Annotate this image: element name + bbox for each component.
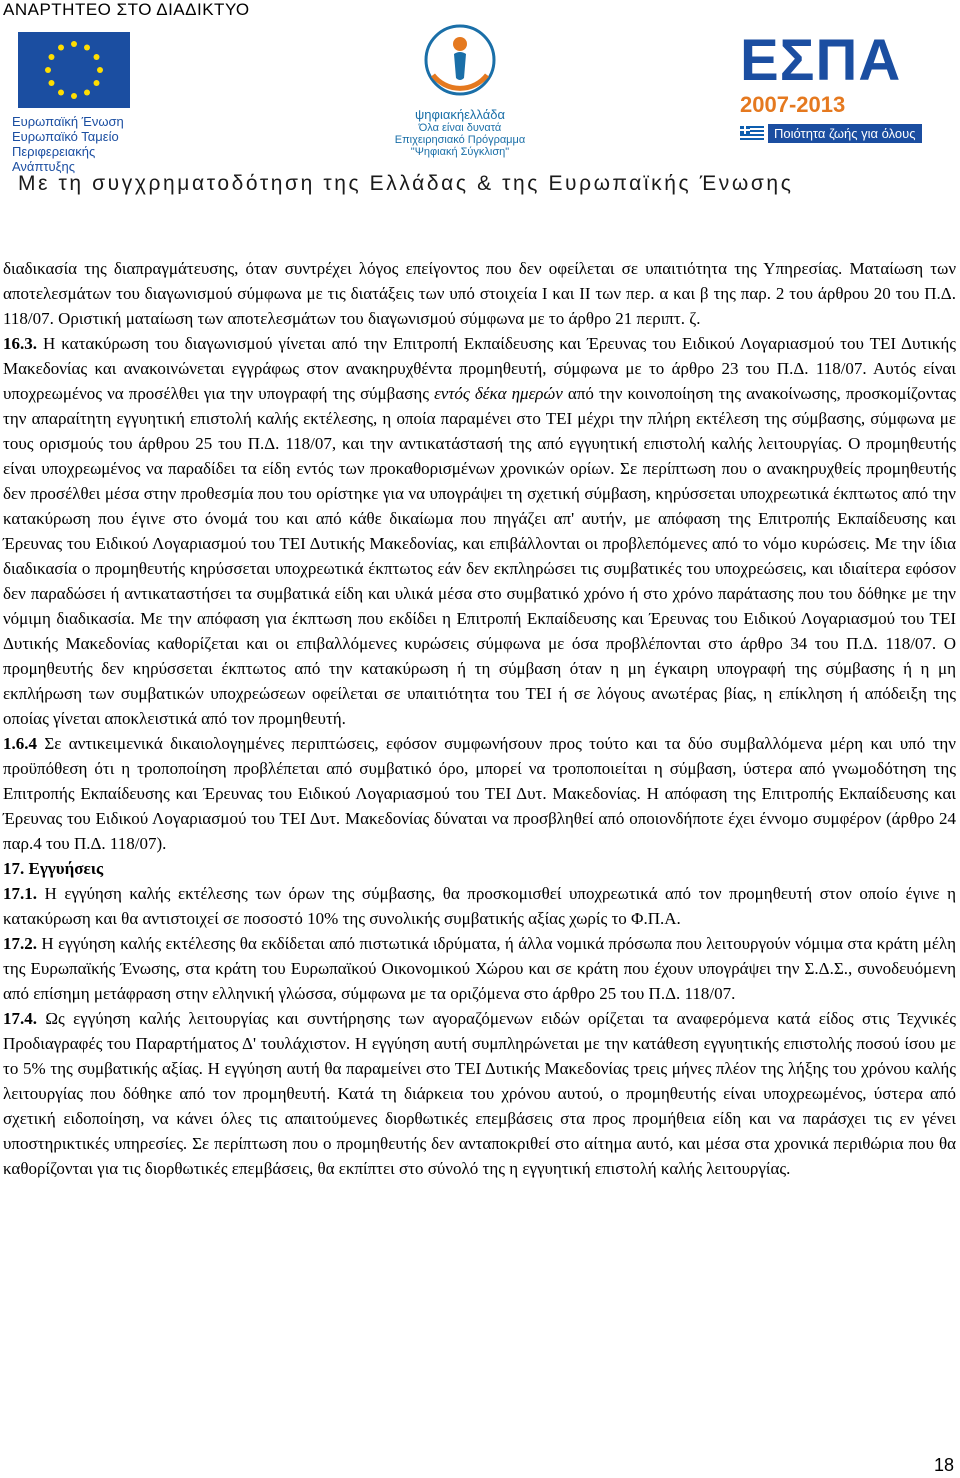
section-text: από την κοινοποίηση της ανακοίνωσης, προσκομίζοντας την απαραίτητη εγγυητική επιστολή καλής εκτέλεσης, η οποία παραμένει στο ΤΕΙ μέχρι την πλήρη εκτέλεση της σύμβασης, σύμφωνα με τους ορισμούς του άρθρου 25 του Π.Δ. 118/07, και την αντικατάστασή της από εγγυητική επιστολή καλής λειτουργίας. Ο προμηθευτής είναι υποχρεωμένος να παραδίδει τα είδη εντός των προκαθορισμένων χρονικών ορίων. Σε περίπτωση που ο ανακηρυχθείς προμηθευτής δεν προσέλθει μέσα στην προθεσμία που του ορίστηκε για να υπογράψει τη σχετική σύμβαση, κηρύσσεται υποχρεωτικά έκπτωτος από την κατακύρωση που έγινε στο όνομά του και από κάθε δικαίωμα που πηγάζει απ' αυτήν, με απόφαση της Επιτροπής Εκπαίδευσης και Έρευνας του Ειδικού Λογαριασμού του ΤΕΙ Δυτικής Μακεδονίας, και επιβάλλονται οι προβλεπόμενες από το νόμο κυρώσεις. Με την ίδια διαδικασία ο προμηθευτής κηρύσσεται υποχρεωτικά έκπτωτος εάν δεν εκπληρώσει τις συμβατικές του υποχρεώσεις, και ιδιαίτερα εφόσον δεν παραδώσει ή αντικαταστήσει τα συμβατικά είδη και υλικά μέσα στο συμβατικό χρόνο ή στο χρόνο παράτασης που του δόθηκε με την νόμιμη διαδικασία. Με την απόφαση για έκπτωση που εκδίδει η Επιτροπή Εκπαίδευσης και Έρευνας του Ειδικού Λογαριασμού του ΤΕΙ Δυτικής Μακεδονίας καθορίζεται και οι επιβαλλόμενες κυρώσεις σύμφωνα με όσα προβλέπονται στο άρθρο 34 του Π.Δ. 118/07. Ο προμηθευτής δεν κηρύσσεται έκπτωτος από την κατακύρωση ή τη σύμβαση όταν η μη έγκαιρη υπογραφή της σύμβασης ή η μη εκπλήρωση των συμβατικών υποχρεώσεων οφείλεται σε υπαιτιότητα του ΤΕΙ ή σε λόγους ανωτέρας βίας, η επίκληση ή απόδειξη της οποίας γίνεται αποκλειστικά από τον προμηθευτή. bbox=[3, 384, 956, 728]
eu-star-icon bbox=[48, 54, 54, 60]
digital-greece-word: ψηφιακήελλάδα bbox=[415, 107, 505, 122]
section-1-6-4 bbox=[3, 731, 956, 856]
eu-star-icon bbox=[71, 41, 77, 47]
digital-greece-subtitle: Όλα είναι δυνατά Επιχειρησιακό Πρόγραμμα "Ψηφιακή Σύγκλιση" bbox=[394, 122, 526, 158]
espa-logo bbox=[740, 28, 955, 143]
section-number: 17.4. bbox=[3, 1009, 37, 1028]
section-16-3 bbox=[3, 331, 956, 731]
page-number: 18 bbox=[933, 1455, 954, 1475]
italic-deadline: εντός δέκα ημερών bbox=[434, 384, 563, 403]
section-17-1 bbox=[3, 881, 956, 931]
eu-logo bbox=[12, 32, 142, 174]
cofunding-text: Με τη συγχρηματοδότηση της Ελλάδας & της Ευρωπαϊκής Ένωσης bbox=[18, 172, 794, 195]
eu-star-icon bbox=[45, 67, 51, 73]
section-17-4 bbox=[3, 1006, 956, 1181]
eu-star-icon bbox=[58, 90, 64, 96]
section-number: 16.3. bbox=[3, 334, 37, 353]
document-body bbox=[3, 256, 956, 1181]
eu-logo-text: Ευρωπαϊκή Ένωση Ευρωπαϊκό Ταμείο Περιφερειακής Ανάπτυξης bbox=[12, 114, 124, 174]
section-17-heading: 17. Εγγυήσεις bbox=[3, 859, 104, 878]
eu-star-icon bbox=[84, 90, 90, 96]
paragraph-cancellation: διαδικασία της διαπραγμάτευσης, όταν συντρέχει λόγος επείγοντος που δεν οφείλεται σε υπαιτιότητα της Υπηρεσίας. Ματαίωση των αποτελεσμάτων του διαγωνισμού σύμφωνα με τις διατάξεις των υπό στοιχεία Ι και ΙΙ των περ. α και β της παρ. 2 του άρθρου 20 του Π.Δ. 118/07. Οριστική ματαίωση των αποτελεσμάτων του διαγωνισμού σύμφωνα με το άρθρο 21 περιπτ. ζ. bbox=[3, 259, 956, 328]
eu-star-icon bbox=[58, 44, 64, 50]
eu-star-icon bbox=[94, 54, 100, 60]
espa-slogan: Ποιότητα ζωής για όλους bbox=[768, 124, 922, 143]
digital-greece-emblem-icon bbox=[405, 20, 515, 100]
espa-word: ΕΣΠΑ bbox=[740, 28, 902, 93]
eu-flag-icon bbox=[18, 32, 130, 108]
greek-flag-icon bbox=[740, 126, 764, 142]
section-text: Η κατακύρωση του διαγωνισμού γίνεται από την Επιτροπή Εκπαίδευσης και Έρευνας του Ειδικού Λογαριασμού του ΤΕΙ Δυτικής Μακεδονίας και ανακοινώνεται εγγράφως στον ανακηρυχθέντα προμηθευτή, σύμφωνα με το άρθρο 23 του Π.Δ. 118/07. Αυτός είναι υποχρεωμένος να προσέλθει για την υπογραφή της σύμβασης bbox=[3, 334, 956, 403]
section-number: 17.1. bbox=[3, 884, 37, 903]
section-text: Η εγγύηση καλής εκτέλεσης θα εκδίδεται από πιστωτικά ιδρύματα, ή άλλα νομικά πρόσωπα που λειτουργούν νόμιμα στα κράτη μέλη της Ευρωπαϊκής Ένωσης, στα κράτη του Ευρωπαϊκού Οικονομικού Χώρου και σε κράτη που έχουν υπογράψει την Σ.Δ.Σ., συνοδευόμενη από επίσημη μετάφραση στην ελληνική γλώσσα, σύμφωνα με τα οριζόμενα στο άρθρο 25 του Π.Δ. 118/07. bbox=[3, 934, 956, 1003]
digital-greece-logo bbox=[360, 20, 560, 158]
eu-star-icon bbox=[71, 93, 77, 99]
section-text: Σε αντικειμενικά δικαιολογημένες περιπτώσεις, εφόσον συμφωνήσουν προς τούτο και τα δύο συμβαλλόμενα μέρη και υπό την προϋπόθεση ότι η τροποποίηση προβλέπεται από συμβατικό όρο, μπορεί να τροποποιείται η σύμβαση, ύστερα από γνωμοδότηση της Επιτροπής Εκπαίδευσης και Έρευνας του Ειδικού Λογαριασμού του ΤΕΙ Δυτ. Μακεδονίας. Η απόφαση της Επιτροπής Εκπαίδευσης και Έρευνας του Ειδικού Λογαριασμού του ΤΕΙ Δυτ. Μακεδονίας δύναται να προσβληθεί από οποιονδήποτε έχει έννομο συμφέρον (άρθρο 24 παρ.4 του Π.Δ. 118/07). bbox=[3, 734, 956, 853]
section-text: Η εγγύηση καλής εκτέλεσης των όρων της σύμβασης, θα προσκομισθεί υποχρεωτικά από τον προμηθευτή στον οποίο έγινε η κατακύρωση και θα αντιστοιχεί σε ποσοστό 10% της συνολικής συμβατικής αξίας χωρίς το Φ.Π.Α. bbox=[3, 884, 956, 928]
cofunding-banner bbox=[0, 20, 960, 200]
posted-online-label: ΑΝΑΡΤΗΤΕΟ ΣΤΟ ΔΙΑΔΙΚΤΥΟ bbox=[3, 0, 250, 19]
section-text: Ως εγγύηση καλής λειτουργίας και συντήρησης των αγοραζόμενων ειδών ορίζεται τα αναφερόμενα κατά είδος στις Τεχνικές Προδιαγραφές του Παραρτήματος Δ' τουλάχιστον. Η εγγύηση αυτή συμπληρώνεται με την κατάθεση εγγυητικής επιστολής ποσού ίσου με το 5% της συμβατικής αξίας. Η εγγύηση αυτή θα παραμείνει στο ΤΕΙ Δυτικής Μακεδονίας τρεις μήνες πλέον της λήξης του χρόνου καλής λειτουργίας που δόθηκε από τον προμηθευτή. Κατά τη διάρκεια του χρόνου αυτού, ο προμηθευτής είναι υποχρεωμένος, ύστερα από σχετική ειδοποίηση, να κάνει όλες τις απαιτούμενες διορθωτικές επεμβάσεις στα προς προμήθεια είδη και να παράσχει τις εν γένει υποστηρικτικές υπηρεσίες. Σε περίπτωση που ο προμηθευτής δεν ανταποκριθεί στο αίτημα αυτό, και μέσα στα χρονικά περιθώρια που θα καθορίζονται για τις διορθωτικές επεμβάσεις, θα εκπίπτει στο σύνολό της η εγγυητική επιστολή καλής λειτουργίας. bbox=[3, 1009, 956, 1178]
eu-star-icon bbox=[48, 80, 54, 86]
espa-years: 2007-2013 bbox=[740, 92, 846, 117]
eu-star-icon bbox=[97, 67, 103, 73]
section-number: 1.6.4 bbox=[3, 734, 37, 753]
section-17-2 bbox=[3, 931, 956, 1006]
section-number: 17.2. bbox=[3, 934, 37, 953]
eu-star-icon bbox=[94, 80, 100, 86]
eu-star-icon bbox=[84, 44, 90, 50]
